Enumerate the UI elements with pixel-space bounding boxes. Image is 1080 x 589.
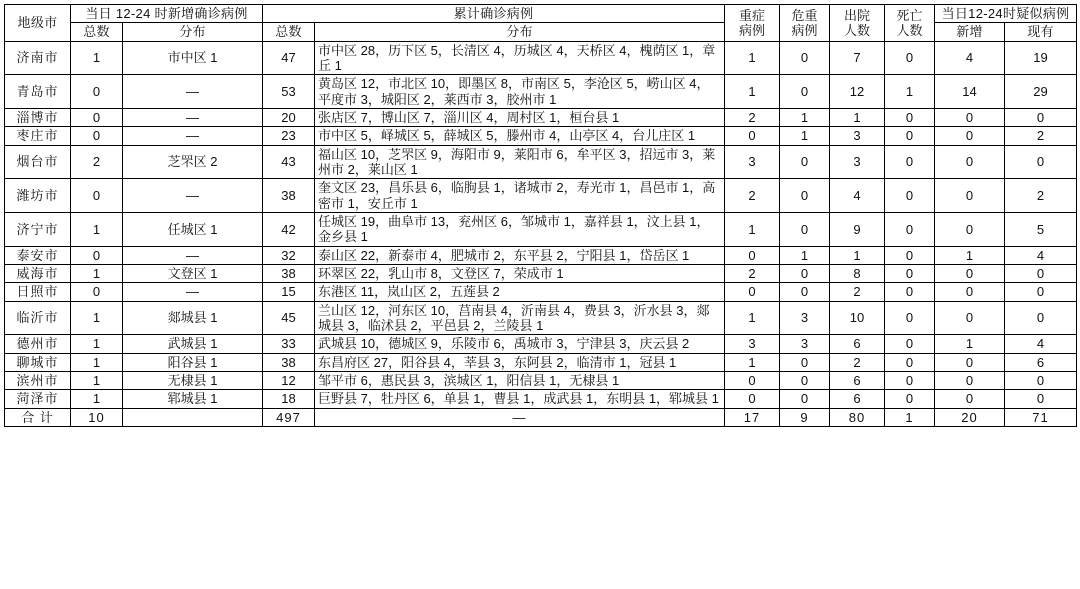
- cell-severe: 0: [725, 127, 780, 145]
- cell-cumulative-distribution: 市中区 28，历下区 5，长清区 4，历城区 4，天桥区 4，槐荫区 1，章丘 1: [315, 41, 725, 75]
- total-cell-discharged: 80: [830, 408, 885, 426]
- cell-suspected-existing: 0: [1005, 390, 1077, 408]
- cell-discharged: 8: [830, 264, 885, 282]
- table-row: [5, 246, 1077, 264]
- cell-new-distribution: —: [123, 179, 263, 213]
- cell-severe: 1: [725, 75, 780, 109]
- cell-critical: 0: [780, 283, 830, 301]
- header-row-top: [5, 5, 1077, 23]
- cell-suspected-new: 0: [935, 108, 1005, 126]
- cell-suspected-new: 0: [935, 301, 1005, 335]
- table-row: [5, 371, 1077, 389]
- header-discharged-line2: 人数: [843, 22, 870, 38]
- table-row: [5, 283, 1077, 301]
- cell-suspected-new: 1: [935, 246, 1005, 264]
- cell-city: 潍坊市: [5, 179, 71, 213]
- cell-suspected-new: 0: [935, 179, 1005, 213]
- cell-discharged: 3: [830, 145, 885, 179]
- cell-suspected-new: 0: [935, 371, 1005, 389]
- header-cumulative-total: 总数: [263, 23, 315, 41]
- total-cell-cumulative-total: 497: [263, 408, 315, 426]
- cell-cumulative-total: 38: [263, 353, 315, 371]
- cell-death: 1: [885, 75, 935, 109]
- cell-suspected-new: 1: [935, 335, 1005, 353]
- cell-suspected-existing: 4: [1005, 246, 1077, 264]
- cell-new-total: 0: [71, 179, 123, 213]
- cell-suspected-existing: 19: [1005, 41, 1077, 75]
- cell-suspected-new: 14: [935, 75, 1005, 109]
- header-city: 地级市: [5, 5, 71, 42]
- cell-new-distribution: —: [123, 108, 263, 126]
- cell-death: 0: [885, 353, 935, 371]
- cell-cumulative-total: 33: [263, 335, 315, 353]
- table-body: [5, 41, 1077, 426]
- header-new-confirmed-group: 当日 12-24 时新增确诊病例: [71, 5, 263, 23]
- epidemic-data-table: [4, 4, 1077, 427]
- header-critical-line2: 病例: [791, 22, 818, 38]
- cell-city: 威海市: [5, 264, 71, 282]
- cell-suspected-new: 0: [935, 390, 1005, 408]
- cell-new-distribution: 武城县 1: [123, 335, 263, 353]
- cell-critical: 0: [780, 212, 830, 246]
- cell-new-distribution: —: [123, 127, 263, 145]
- cell-new-total: 1: [71, 371, 123, 389]
- cell-new-total: 1: [71, 390, 123, 408]
- cell-city: 聊城市: [5, 353, 71, 371]
- table-row: [5, 212, 1077, 246]
- cell-suspected-existing: 2: [1005, 127, 1077, 145]
- cell-discharged: 4: [830, 179, 885, 213]
- cell-critical: 1: [780, 127, 830, 145]
- cell-city: 临沂市: [5, 301, 71, 335]
- cell-critical: 3: [780, 301, 830, 335]
- cell-city: 菏泽市: [5, 390, 71, 408]
- cell-cumulative-total: 38: [263, 179, 315, 213]
- cell-new-distribution: 任城区 1: [123, 212, 263, 246]
- cell-death: 0: [885, 335, 935, 353]
- cell-severe: 1: [725, 41, 780, 75]
- header-severe: [725, 5, 780, 42]
- total-cell-suspected-new: 20: [935, 408, 1005, 426]
- cell-cumulative-distribution: 邹平市 6，惠民县 3，滨城区 1，阳信县 1，无棣县 1: [315, 371, 725, 389]
- cell-cumulative-distribution: 泰山区 22，新泰市 4，肥城市 2，东平县 2，宁阳县 1，岱岳区 1: [315, 246, 725, 264]
- cell-severe: 2: [725, 264, 780, 282]
- table-total-row: [5, 408, 1077, 426]
- cell-suspected-existing: 4: [1005, 335, 1077, 353]
- cell-city: 泰安市: [5, 246, 71, 264]
- cell-critical: 0: [780, 390, 830, 408]
- cell-discharged: 9: [830, 212, 885, 246]
- table-row: [5, 301, 1077, 335]
- cell-critical: 0: [780, 41, 830, 75]
- cell-new-total: 0: [71, 108, 123, 126]
- header-critical-line1: 危重: [791, 7, 818, 23]
- cell-new-distribution: 阳谷县 1: [123, 353, 263, 371]
- cell-cumulative-distribution: 黄岛区 12，市北区 10，即墨区 8，市南区 5，李沧区 5，崂山区 4，平度市 3，城阳区 2，莱西市 3，胶州市 1: [315, 75, 725, 109]
- cell-city: 济南市: [5, 41, 71, 75]
- cell-cumulative-total: 12: [263, 371, 315, 389]
- total-cell-new-total: 10: [71, 408, 123, 426]
- cell-suspected-existing: 0: [1005, 301, 1077, 335]
- cell-critical: 3: [780, 335, 830, 353]
- cell-city: 烟台市: [5, 145, 71, 179]
- cell-cumulative-distribution: 巨野县 7，牡丹区 6，单县 1，曹县 1，成武县 1，东明县 1，郓城县 1: [315, 390, 725, 408]
- total-cell-cumulative-distribution: —: [315, 408, 725, 426]
- cell-cumulative-distribution: 环翠区 22，乳山市 8，文登区 7，荣成市 1: [315, 264, 725, 282]
- cell-critical: 1: [780, 246, 830, 264]
- cell-city: 日照市: [5, 283, 71, 301]
- cell-suspected-existing: 0: [1005, 371, 1077, 389]
- cell-city: 青岛市: [5, 75, 71, 109]
- cell-cumulative-distribution: 兰山区 12，河东区 10，莒南县 4，沂南县 4，费县 3，沂水县 3，郯城县 3，临沭县 2，平邑县 2，兰陵县 1: [315, 301, 725, 335]
- cell-cumulative-distribution: 张店区 7，博山区 7，淄川区 4，周村区 1，桓台县 1: [315, 108, 725, 126]
- cell-new-distribution: 芝罘区 2: [123, 145, 263, 179]
- cell-cumulative-distribution: 市中区 5，峄城区 5，薛城区 5，滕州市 4，山亭区 4，台儿庄区 1: [315, 127, 725, 145]
- cell-severe: 0: [725, 283, 780, 301]
- cell-discharged: 2: [830, 353, 885, 371]
- cell-new-total: 1: [71, 335, 123, 353]
- table-row: [5, 179, 1077, 213]
- table-row: [5, 145, 1077, 179]
- table-row: [5, 108, 1077, 126]
- cell-death: 0: [885, 264, 935, 282]
- cell-discharged: 2: [830, 283, 885, 301]
- cell-suspected-existing: 29: [1005, 75, 1077, 109]
- cell-discharged: 1: [830, 246, 885, 264]
- cell-suspected-existing: 0: [1005, 283, 1077, 301]
- cell-severe: 0: [725, 371, 780, 389]
- cell-cumulative-total: 53: [263, 75, 315, 109]
- cell-cumulative-total: 23: [263, 127, 315, 145]
- header-suspected-new: 新增: [935, 23, 1005, 41]
- total-cell-new-distribution: [123, 408, 263, 426]
- cell-discharged: 7: [830, 41, 885, 75]
- cell-new-total: 0: [71, 283, 123, 301]
- cell-death: 0: [885, 246, 935, 264]
- table-row: [5, 390, 1077, 408]
- cell-new-total: 1: [71, 353, 123, 371]
- cell-city: 淄博市: [5, 108, 71, 126]
- header-cumulative-distribution: 分布: [315, 23, 725, 41]
- cell-death: 0: [885, 301, 935, 335]
- cell-new-distribution: 郓城县 1: [123, 390, 263, 408]
- total-cell-city: 合 计: [5, 408, 71, 426]
- header-suspected-existing: 现有: [1005, 23, 1077, 41]
- cell-severe: 3: [725, 145, 780, 179]
- cell-new-distribution: —: [123, 283, 263, 301]
- table-header: [5, 5, 1077, 42]
- cell-new-total: 1: [71, 212, 123, 246]
- cell-cumulative-total: 32: [263, 246, 315, 264]
- cell-discharged: 10: [830, 301, 885, 335]
- cell-suspected-new: 0: [935, 353, 1005, 371]
- cell-suspected-existing: 5: [1005, 212, 1077, 246]
- cell-cumulative-total: 42: [263, 212, 315, 246]
- cell-suspected-existing: 6: [1005, 353, 1077, 371]
- cell-severe: 3: [725, 335, 780, 353]
- cell-new-distribution: 无棣县 1: [123, 371, 263, 389]
- cell-death: 0: [885, 127, 935, 145]
- cell-severe: 2: [725, 108, 780, 126]
- cell-cumulative-distribution: 奎文区 23，昌乐县 6，临朐县 1，诸城市 2，寿光市 1，昌邑市 1，高密市 1，安丘市 1: [315, 179, 725, 213]
- cell-critical: 0: [780, 75, 830, 109]
- cell-new-distribution: 文登区 1: [123, 264, 263, 282]
- cell-cumulative-total: 15: [263, 283, 315, 301]
- cell-new-total: 0: [71, 127, 123, 145]
- header-new-distribution: 分布: [123, 23, 263, 41]
- cell-critical: 0: [780, 371, 830, 389]
- cell-cumulative-total: 45: [263, 301, 315, 335]
- cell-city: 滨州市: [5, 371, 71, 389]
- header-suspected-group: 当日12-24时疑似病例: [935, 5, 1077, 23]
- header-discharged-line1: 出院: [843, 7, 870, 23]
- header-severe-line1: 重症: [738, 7, 765, 23]
- cell-new-distribution: —: [123, 75, 263, 109]
- cell-new-distribution: 市中区 1: [123, 41, 263, 75]
- cell-suspected-new: 0: [935, 145, 1005, 179]
- cell-discharged: 6: [830, 335, 885, 353]
- cell-discharged: 1: [830, 108, 885, 126]
- header-critical: [780, 5, 830, 42]
- header-death-line1: 死亡: [896, 7, 923, 23]
- cell-discharged: 6: [830, 390, 885, 408]
- cell-severe: 0: [725, 390, 780, 408]
- cell-new-total: 1: [71, 264, 123, 282]
- cell-suspected-new: 0: [935, 127, 1005, 145]
- cell-new-total: 1: [71, 41, 123, 75]
- table-row: [5, 264, 1077, 282]
- cell-cumulative-distribution: 福山区 10，芝罘区 9，海阳市 9，莱阳市 6，牟平区 3，招远市 3，莱州市 2，莱山区 1: [315, 145, 725, 179]
- cell-new-total: 2: [71, 145, 123, 179]
- cell-cumulative-distribution: 东港区 11，岚山区 2，五莲县 2: [315, 283, 725, 301]
- cell-death: 0: [885, 108, 935, 126]
- cell-new-distribution: —: [123, 246, 263, 264]
- cell-severe: 1: [725, 212, 780, 246]
- cell-city: 德州市: [5, 335, 71, 353]
- cell-suspected-new: 4: [935, 41, 1005, 75]
- cell-city: 枣庄市: [5, 127, 71, 145]
- cell-critical: 0: [780, 145, 830, 179]
- cell-death: 0: [885, 390, 935, 408]
- cell-severe: 0: [725, 246, 780, 264]
- table-row: [5, 75, 1077, 109]
- cell-death: 0: [885, 371, 935, 389]
- cell-severe: 1: [725, 301, 780, 335]
- header-discharged: [830, 5, 885, 42]
- cell-severe: 1: [725, 353, 780, 371]
- cell-city: 济宁市: [5, 212, 71, 246]
- cell-death: 0: [885, 145, 935, 179]
- cell-suspected-new: 0: [935, 212, 1005, 246]
- cell-discharged: 6: [830, 371, 885, 389]
- cell-discharged: 3: [830, 127, 885, 145]
- total-cell-severe: 17: [725, 408, 780, 426]
- table-row: [5, 353, 1077, 371]
- cell-suspected-existing: 0: [1005, 145, 1077, 179]
- cell-cumulative-total: 20: [263, 108, 315, 126]
- cell-severe: 2: [725, 179, 780, 213]
- cell-death: 0: [885, 179, 935, 213]
- cell-suspected-new: 0: [935, 264, 1005, 282]
- header-cumulative-group: 累计确诊病例: [263, 5, 725, 23]
- cell-cumulative-total: 18: [263, 390, 315, 408]
- cell-critical: 1: [780, 108, 830, 126]
- total-cell-death: 1: [885, 408, 935, 426]
- cell-new-total: 0: [71, 75, 123, 109]
- cell-new-distribution: 郯城县 1: [123, 301, 263, 335]
- cell-critical: 0: [780, 179, 830, 213]
- header-death: [885, 5, 935, 42]
- cell-cumulative-distribution: 任城区 19，曲阜市 13，兖州区 6，邹城市 1，嘉祥县 1，汶上县 1，金乡县 1: [315, 212, 725, 246]
- cell-critical: 0: [780, 264, 830, 282]
- cell-critical: 0: [780, 353, 830, 371]
- cell-new-total: 0: [71, 246, 123, 264]
- header-new-total: 总数: [71, 23, 123, 41]
- total-cell-critical: 9: [780, 408, 830, 426]
- table-row: [5, 127, 1077, 145]
- cell-cumulative-distribution: 武城县 10，德城区 9，乐陵市 6，禹城市 3，宁津县 3，庆云县 2: [315, 335, 725, 353]
- cell-cumulative-total: 47: [263, 41, 315, 75]
- total-cell-suspected-existing: 71: [1005, 408, 1077, 426]
- cell-cumulative-total: 43: [263, 145, 315, 179]
- cell-cumulative-distribution: 东昌府区 27，阳谷县 4，莘县 3，东阿县 2，临清市 1，冠县 1: [315, 353, 725, 371]
- table-row: [5, 41, 1077, 75]
- cell-suspected-new: 0: [935, 283, 1005, 301]
- header-death-line2: 人数: [896, 22, 923, 38]
- cell-cumulative-total: 38: [263, 264, 315, 282]
- cell-suspected-existing: 2: [1005, 179, 1077, 213]
- cell-suspected-existing: 0: [1005, 264, 1077, 282]
- cell-suspected-existing: 0: [1005, 108, 1077, 126]
- header-severe-line2: 病例: [738, 22, 765, 38]
- cell-death: 0: [885, 41, 935, 75]
- cell-death: 0: [885, 283, 935, 301]
- cell-discharged: 12: [830, 75, 885, 109]
- cell-death: 0: [885, 212, 935, 246]
- cell-new-total: 1: [71, 301, 123, 335]
- table-row: [5, 335, 1077, 353]
